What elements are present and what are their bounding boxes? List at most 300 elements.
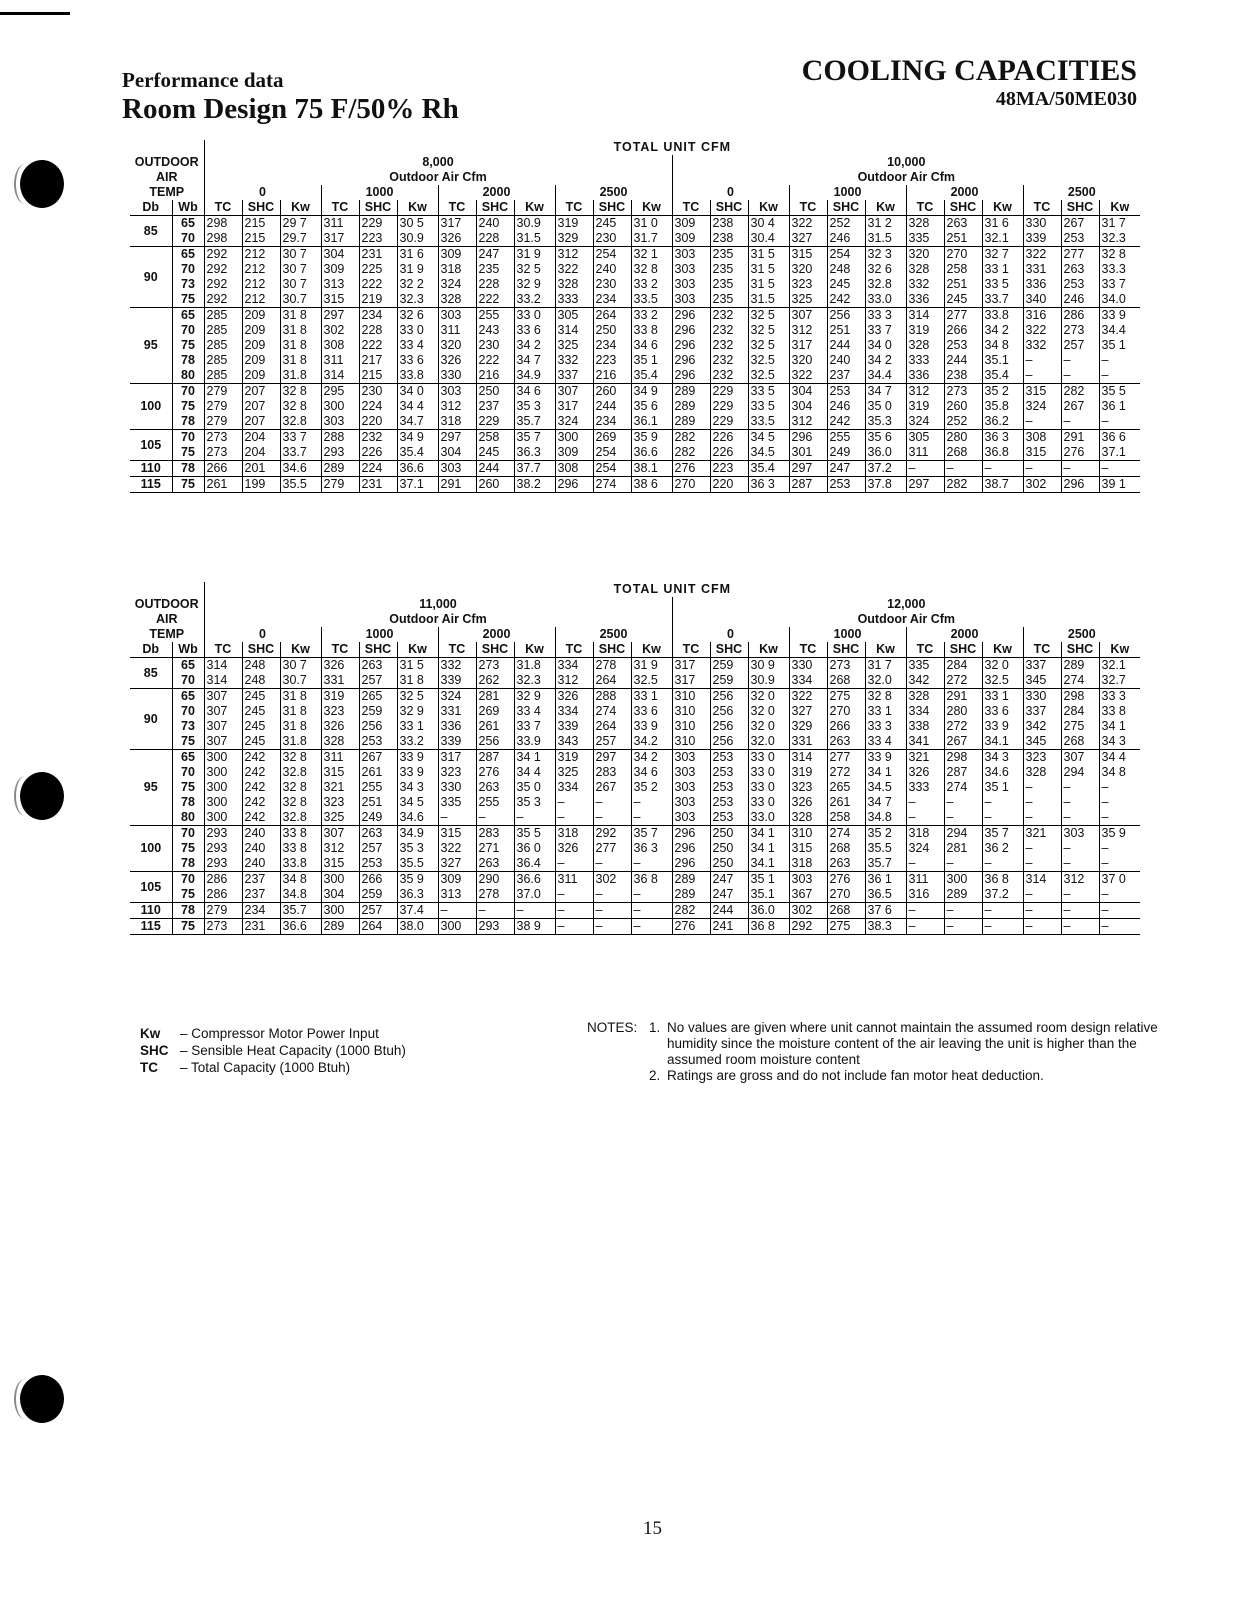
value-cell: – [1099,795,1140,810]
value-cell: 290 [476,872,514,888]
value-cell: 326 [555,841,593,856]
value-cell: 322 [789,689,827,705]
value-cell: 242 [242,765,280,780]
db-temp: 115 [130,477,172,493]
value-cell: 270 [944,247,982,263]
value-cell: 237 [242,887,280,903]
tc-header: TC [321,642,359,658]
value-cell: 286 [204,872,242,888]
value-cell: 296 [672,841,710,856]
value-cell: 297 [906,477,944,493]
value-cell: 251 [944,231,982,247]
value-cell: 253 [710,750,748,766]
value-cell: 34 5 [748,430,789,446]
value-cell: 263 [476,856,514,872]
value-cell: 31 8 [280,323,321,338]
value-cell: 326 [321,658,359,674]
value-cell: 34 6 [631,765,672,780]
value-cell: 33 6 [514,323,555,338]
value-cell: 34 0 [865,338,906,353]
value-cell: 327 [789,231,827,247]
value-cell: 32.3 [397,292,438,308]
value-cell: 340 [1023,292,1061,308]
value-cell: 254 [827,247,865,263]
value-cell: 37.8 [865,477,906,493]
value-cell: 282 [672,445,710,461]
value-cell: 259 [710,658,748,674]
value-cell: 303 [672,277,710,292]
value-cell: 34 2 [631,750,672,766]
value-cell: 35 1 [982,780,1023,795]
value-cell: 310 [672,704,710,719]
value-cell: – [631,919,672,935]
legend [140,1025,406,1076]
wb-temp: 78 [172,353,204,368]
value-cell: 274 [1061,673,1099,689]
total-cfm-value: 12,000 [672,597,1140,612]
value-cell: – [593,810,631,826]
value-cell: 313 [438,887,476,903]
legend-item: SHC – Sensible Heat Capacity (1000 Btuh) [140,1043,406,1058]
value-cell: 294 [1061,765,1099,780]
value-cell: 303 [672,780,710,795]
table-row [130,826,1140,842]
value-cell: 215 [242,216,280,232]
value-cell: 307 [1061,750,1099,766]
value-cell: – [1061,780,1099,795]
value-cell: 240 [242,856,280,872]
value-cell: 33 4 [514,704,555,719]
value-cell: 268 [1061,734,1099,750]
value-cell: 264 [593,719,631,734]
value-cell: 242 [827,414,865,430]
value-cell: 35 9 [397,872,438,888]
value-cell: 35 9 [1099,826,1140,842]
top-rule [0,12,70,15]
value-cell: 31.8 [514,658,555,674]
value-cell: 270 [827,887,865,903]
value-cell: 254 [593,461,631,477]
value-cell: 30 7 [280,262,321,277]
table-row [130,872,1140,888]
value-cell: 223 [593,353,631,368]
value-cell: 331 [789,734,827,750]
value-cell: 207 [242,384,280,400]
value-cell: 296 [1061,477,1099,493]
value-cell: – [1061,795,1099,810]
value-cell: 35 6 [631,399,672,414]
value-cell: 315 [321,856,359,872]
value-cell: 296 [789,430,827,446]
value-cell: 31 2 [865,216,906,232]
value-cell: 216 [476,368,514,384]
header-subtitle: Performance data [122,68,284,92]
value-cell: 34.1 [982,734,1023,750]
shc-header: SHC [242,642,280,658]
value-cell: 309 [672,231,710,247]
wb-temp: 65 [172,308,204,324]
value-cell: 282 [672,903,710,919]
value-cell: 307 [204,719,242,734]
value-cell: 325 [789,292,827,308]
value-cell: 296 [672,826,710,842]
value-cell: 304 [789,384,827,400]
value-cell: 332 [906,277,944,292]
value-cell: 263 [827,734,865,750]
value-cell: 35.7 [280,903,321,919]
value-cell: 32.8 [280,765,321,780]
value-cell: – [593,903,631,919]
value-cell: 311 [321,353,359,368]
value-cell: 245 [242,719,280,734]
value-cell: 334 [789,673,827,689]
value-cell: 250 [593,323,631,338]
value-cell: 260 [944,399,982,414]
value-cell: 36 8 [631,872,672,888]
wb-temp: 70 [172,323,204,338]
table-row [130,323,1140,338]
value-cell: 312 [321,841,359,856]
value-cell: 311 [438,323,476,338]
value-cell: 32 9 [514,689,555,705]
value-cell: 32 0 [748,689,789,705]
value-cell: 34.4 [1099,323,1140,338]
value-cell: 257 [359,673,397,689]
value-cell: 285 [204,338,242,353]
value-cell: 35.1 [748,887,789,903]
wb-header: Wb [172,200,204,216]
value-cell: 256 [710,689,748,705]
value-cell: – [906,919,944,935]
shc-header: SHC [476,200,514,216]
value-cell: 277 [944,308,982,324]
value-cell: 303 [1061,826,1099,842]
value-cell: 315 [438,826,476,842]
value-cell: 34 8 [280,872,321,888]
binder-hole [20,160,64,208]
value-cell: – [514,903,555,919]
value-cell: – [555,903,593,919]
value-cell: – [1061,461,1099,477]
value-cell: 31 8 [280,353,321,368]
value-cell: 265 [827,780,865,795]
value-cell: 240 [593,262,631,277]
value-cell: 235 [710,277,748,292]
kw-header: Kw [280,200,321,216]
value-cell: 36 6 [1099,430,1140,446]
value-cell: 336 [1023,277,1061,292]
value-cell: 246 [827,231,865,247]
kw-header: Kw [631,200,672,216]
value-cell: 228 [476,231,514,247]
value-cell: 32.5 [748,353,789,368]
value-cell: 230 [593,231,631,247]
value-cell: 295 [321,384,359,400]
outdoor-air-cfm-value: 2500 [1023,627,1140,642]
value-cell: 286 [1061,308,1099,324]
value-cell: 283 [476,826,514,842]
value-cell: 231 [242,919,280,935]
shc-header: SHC [359,642,397,658]
value-cell: 284 [944,658,982,674]
value-cell: 342 [906,673,944,689]
wb-temp: 65 [172,658,204,674]
value-cell: 259 [710,673,748,689]
cooling-capacities-title: COOLING CAPACITIES [801,54,1137,87]
value-cell: 201 [242,461,280,477]
value-cell: – [593,919,631,935]
value-cell: 339 [438,673,476,689]
value-cell: – [593,887,631,903]
value-cell: 36 1 [865,872,906,888]
value-cell: 275 [827,919,865,935]
value-cell: – [593,795,631,810]
value-cell: 327 [789,704,827,719]
value-cell: – [476,903,514,919]
value-cell: – [1099,414,1140,430]
value-cell: 220 [359,414,397,430]
value-cell: 307 [789,308,827,324]
value-cell: 304 [438,445,476,461]
value-cell: 283 [593,765,631,780]
value-cell: 216 [593,368,631,384]
value-cell: – [476,810,514,826]
value-cell: 332 [438,658,476,674]
value-cell: 309 [672,216,710,232]
value-cell: 291 [438,477,476,493]
value-cell: – [1099,841,1140,856]
value-cell: 312 [555,247,593,263]
value-cell: 319 [906,399,944,414]
value-cell: 319 [789,765,827,780]
value-cell: 300 [438,919,476,935]
value-cell: 247 [476,247,514,263]
value-cell: 336 [906,292,944,308]
value-cell: 256 [710,719,748,734]
value-cell: 34 0 [397,384,438,400]
value-cell: 310 [789,826,827,842]
table-row [130,841,1140,856]
value-cell: 230 [476,338,514,353]
value-cell: 30.9 [397,231,438,247]
value-cell: 271 [476,841,514,856]
value-cell: 257 [359,841,397,856]
value-cell: 238 [944,368,982,384]
value-cell: – [906,810,944,826]
value-cell: 288 [321,430,359,446]
value-cell: 39 1 [1099,477,1140,493]
value-cell: 31.5 [865,231,906,247]
value-cell: 38.1 [631,461,672,477]
value-cell: 277 [827,750,865,766]
value-cell: 267 [944,734,982,750]
wb-temp: 70 [172,673,204,689]
value-cell: – [631,856,672,872]
kw-header: Kw [982,642,1023,658]
value-cell: 310 [672,689,710,705]
total-unit-cfm-label: TOTAL UNIT CFM [204,582,1140,597]
db-temp: 95 [130,308,172,384]
value-cell: 318 [438,262,476,277]
value-cell: 273 [204,919,242,935]
value-cell: 328 [438,292,476,308]
value-cell: 253 [359,734,397,750]
note-2: 2. Ratings are gross and do not include fan motor heat deduction. [649,1068,1044,1083]
value-cell: 321 [1023,826,1061,842]
value-cell: 34 3 [1099,734,1140,750]
value-cell: 312 [438,399,476,414]
shc-header: SHC [242,200,280,216]
tc-header: TC [1023,642,1061,658]
table-row [130,887,1140,903]
value-cell: – [1061,887,1099,903]
value-cell: 31 5 [748,262,789,277]
value-cell: 315 [1023,445,1061,461]
value-cell: 322 [438,841,476,856]
value-cell: 229 [710,399,748,414]
tc-header: TC [204,200,242,216]
wb-temp: 65 [172,689,204,705]
value-cell: 37.1 [397,477,438,493]
value-cell: 31 8 [280,704,321,719]
value-cell: 38.7 [982,477,1023,493]
value-cell: 255 [476,795,514,810]
value-cell: – [593,856,631,872]
value-cell: 333 [906,353,944,368]
wb-temp: 70 [172,262,204,277]
value-cell: 267 [1061,399,1099,414]
value-cell: 322 [789,368,827,384]
value-cell: 36 8 [748,919,789,935]
value-cell: – [555,810,593,826]
value-cell: 268 [827,673,865,689]
value-cell: 34 1 [514,750,555,766]
value-cell: 296 [672,856,710,872]
outdoor-air-cfm-value: 2500 [555,185,672,200]
value-cell: – [555,795,593,810]
value-cell: 34 3 [982,750,1023,766]
value-cell: 242 [827,292,865,308]
value-cell: 279 [204,384,242,400]
value-cell: – [982,903,1023,919]
value-cell: 323 [321,704,359,719]
value-cell: 29.7 [280,231,321,247]
value-cell: 34.1 [748,856,789,872]
kw-header: Kw [1099,200,1140,216]
value-cell: 32 9 [397,704,438,719]
value-cell: 265 [359,689,397,705]
value-cell: 305 [555,308,593,324]
value-cell: 34 1 [865,765,906,780]
value-cell: 34.0 [1099,292,1140,308]
db-temp: 110 [130,461,172,477]
value-cell: 326 [321,719,359,734]
value-cell: – [906,856,944,872]
value-cell: 254 [593,445,631,461]
value-cell: 292 [204,277,242,292]
value-cell: – [982,810,1023,826]
value-cell: 222 [476,292,514,308]
value-cell: 266 [827,719,865,734]
value-cell: 314 [204,658,242,674]
value-cell: – [555,919,593,935]
wb-temp: 70 [172,704,204,719]
value-cell: – [982,919,1023,935]
value-cell: 38 9 [514,919,555,935]
value-cell: 259 [359,887,397,903]
value-cell: 266 [204,461,242,477]
value-cell: 303 [672,750,710,766]
value-cell: 33 6 [982,704,1023,719]
value-cell: 289 [321,461,359,477]
shc-header: SHC [1061,642,1099,658]
value-cell: 301 [789,445,827,461]
value-cell: 33 9 [397,750,438,766]
value-cell: 312 [906,384,944,400]
value-cell: 279 [321,477,359,493]
value-cell: 32.0 [748,734,789,750]
outdoor-air-cfm-label: Outdoor Air Cfm [204,170,672,185]
value-cell: 330 [1023,689,1061,705]
value-cell: 273 [944,384,982,400]
value-cell: 37 0 [1099,872,1140,888]
value-cell: 33.2 [397,734,438,750]
value-cell: 270 [672,477,710,493]
value-cell: 264 [593,673,631,689]
tc-header: TC [906,642,944,658]
value-cell: 303 [321,414,359,430]
value-cell: 300 [944,872,982,888]
value-cell: 212 [242,247,280,263]
value-cell: 273 [204,430,242,446]
value-cell: 329 [789,719,827,734]
value-cell: – [555,887,593,903]
value-cell: 335 [906,658,944,674]
outdoor-air-cfm-value: 0 [204,627,321,642]
table-row [130,719,1140,734]
value-cell: 339 [1023,231,1061,247]
value-cell: 322 [1023,323,1061,338]
value-cell: 248 [242,673,280,689]
db-temp: 105 [130,872,172,903]
value-cell: 33 3 [865,308,906,324]
table-row [130,856,1140,872]
outdoor-air-cfm-label: Outdoor Air Cfm [672,170,1140,185]
value-cell: – [1099,810,1140,826]
value-cell: 331 [1023,262,1061,277]
value-cell: 247 [710,887,748,903]
wb-temp: 80 [172,810,204,826]
value-cell: 285 [204,323,242,338]
value-cell: 33 6 [631,704,672,719]
value-cell: 256 [710,704,748,719]
table-row [130,461,1140,477]
value-cell: 315 [789,841,827,856]
value-cell: 311 [555,872,593,888]
binder-hole [20,1375,64,1423]
tc-header: TC [321,200,359,216]
value-cell: 36.8 [982,445,1023,461]
value-cell: 32 5 [748,308,789,324]
value-cell: 30.4 [748,231,789,247]
value-cell: 323 [438,765,476,780]
value-cell: 273 [476,658,514,674]
value-cell: 322 [1023,247,1061,263]
value-cell: 333 [906,780,944,795]
value-cell: 296 [672,308,710,324]
value-cell: 335 [438,795,476,810]
value-cell: – [1061,856,1099,872]
